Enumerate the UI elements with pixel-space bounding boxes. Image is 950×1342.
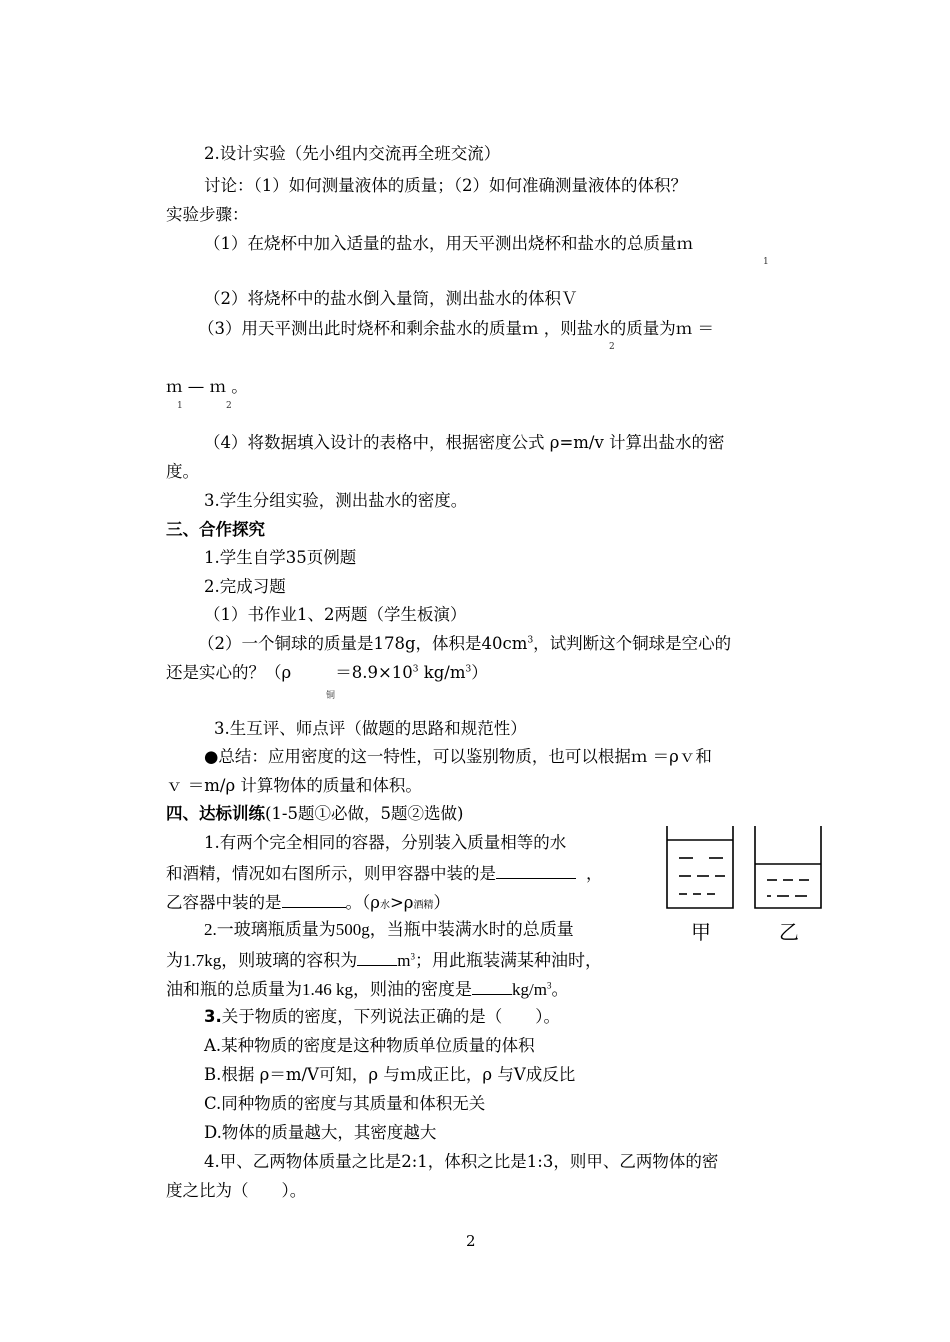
discussion-line: 讨论：（1）如何测量液体的质量；（2）如何准确测量液体的体积？ (204, 176, 687, 195)
question-4: 4.甲、乙两物体质量之比是2:1，体积之比是1:3，则甲、乙两物体的密 (204, 1152, 719, 1171)
containers-drawing (665, 824, 825, 912)
page-number: 2 (466, 1232, 476, 1250)
procedure-step-4-cont: 度。 (166, 462, 199, 481)
copper-ball-question-cont: 还是实心的？（$\rho =8.9\times 10^3$ $kg/m^3$） (166, 663, 488, 682)
peer-review-line: 3.生互评、师点评（做题的思路和规范性） (214, 719, 527, 738)
self-study-line: 1.学生自学35页例题 (204, 548, 357, 567)
procedure-step-4: （4）将数据填入设计的表格中，根据密度公式 ρ=m/v 计算出盐水的密 (204, 433, 725, 452)
label-jia: 甲 (691, 920, 711, 944)
copper-ball-question: （2）一个铜球的质量是178g，体积是$40cm^3$，试判断这个铜球是空心的 (198, 634, 732, 653)
container-figure (665, 824, 825, 944)
question-1-line-3: 乙容器中装的是 。（ρ水>ρ酒精） (166, 890, 450, 917)
homework-line: （1）书作业1、2两题（学生板演） (204, 605, 467, 624)
section-heading-training: 四、达标训练(1-5题①必做，5题②选做) (166, 804, 464, 823)
answer-blank[interactable] (496, 861, 576, 879)
question-1-line-2: 和酒精，情况如右图所示，则甲容器中装的是 ， (166, 861, 603, 885)
question-1: 1.有两个完全相同的容器，分别装入质量相等的水 (204, 833, 567, 852)
container-jia (667, 826, 733, 908)
procedure-step-1: （1）在烧杯中加入适量的盐水，用天平测出烧杯和盐水的总质量ｍ (204, 234, 693, 253)
procedure-label: 实验步骤： (166, 205, 249, 224)
option-c: C.同种物质的密度与其质量和体积无关 (204, 1094, 486, 1113)
subscript: 2 (609, 342, 615, 352)
answer-blank[interactable] (357, 948, 397, 966)
procedure-step-3: （3）用天平测出此时烧杯和剩余盐水的质量ｍ ，则盐水的质量为ｍ ＝ (198, 319, 714, 338)
question-2-line-2: 为1.7kg，则玻璃的容积为 $m^3$；用此瓶装满某种油时， (166, 948, 602, 972)
summary-line: ●总结：应用密度的这一特性，可以鉴别物质，也可以根据ｍ ＝ρｖ和 (204, 747, 712, 766)
question-3: 3.关于物质的密度，下列说法正确的是（ ）。 (204, 1007, 560, 1026)
question-2: 2.一玻璃瓶质量为500g，当瓶中装满水时的总质量 (204, 920, 574, 939)
section-heading-cooperate: 三、合作探究 (166, 520, 265, 539)
subscript: 1 (177, 401, 183, 411)
step-heading: 2.设计实验（先小组内交流再全班交流） (204, 144, 501, 163)
summary-line-cont: ｖ ＝m/ρ 计算物体的质量和体积。 (166, 776, 422, 795)
subscript: 1 (763, 257, 769, 267)
label-yi: 乙 (779, 920, 799, 944)
mass-difference: ｍ — ｍ 。 (166, 377, 248, 396)
container-yi (755, 826, 821, 908)
subscript-copper: 铜 (326, 691, 336, 701)
option-b: B.根据 ρ＝m/V可知，ρ 与ｍ成正比，ρ 与V成反比 (204, 1065, 576, 1084)
option-d: D.物体的质量越大，其密度越大 (204, 1123, 437, 1142)
group-experiment-line: 3.学生分组实验，测出盐水的密度。 (204, 491, 468, 510)
procedure-step-2: （2）将烧杯中的盐水倒入量筒，测出盐水的体积Ｖ (204, 289, 578, 308)
option-a: A.某种物质的密度是这种物质单位质量的体积 (204, 1036, 535, 1055)
answer-blank[interactable] (282, 890, 346, 908)
question-2-line-3: 油和瓶的总质量为1.46 kg，则油的密度是 $kg/m^3$。 (166, 977, 568, 1001)
exercise-line: 2.完成习题 (204, 577, 286, 596)
question-4-cont: 度之比为（ ）。 (166, 1181, 307, 1200)
answer-blank[interactable] (472, 977, 512, 995)
subscript: 2 (226, 401, 232, 411)
